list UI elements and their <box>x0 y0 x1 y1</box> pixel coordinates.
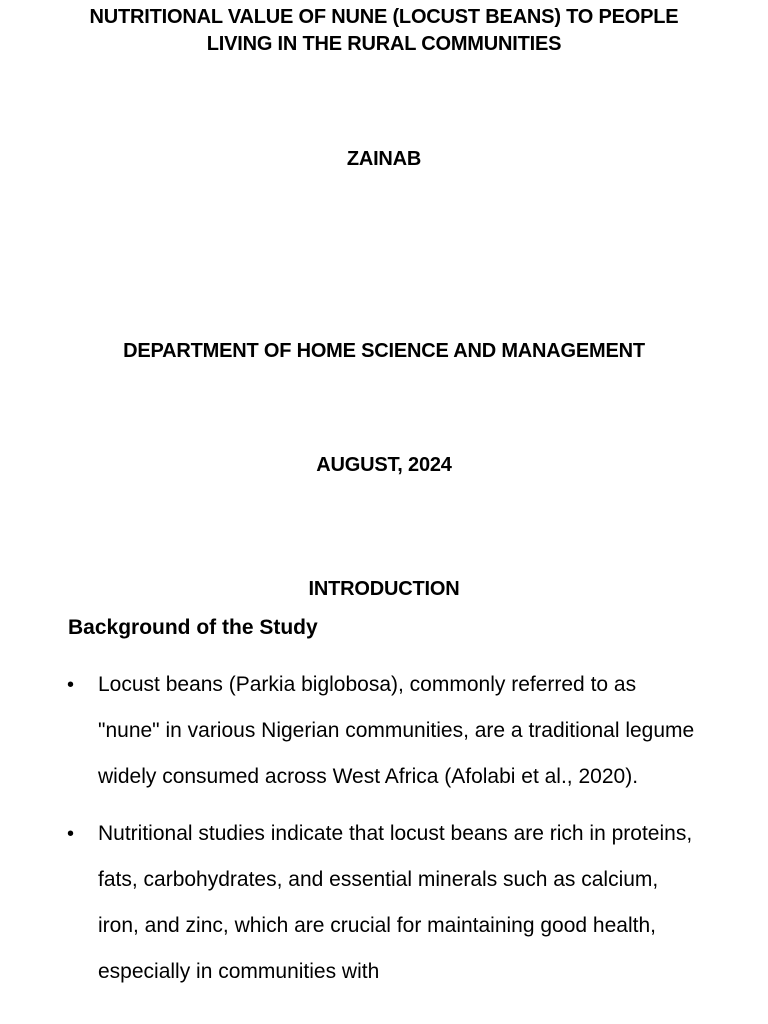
document-date: AUGUST, 2024 <box>316 454 452 476</box>
bullet-item <box>0 662 768 800</box>
bullet-item <box>0 811 768 995</box>
subsection-title: Background of the Study <box>68 616 318 639</box>
bullet-icon: • <box>67 823 75 845</box>
bullet-list <box>0 662 768 1006</box>
title-line-1: NUTRITIONAL VALUE OF NUNE (LOCUST BEANS) TO PEOPLE <box>89 6 679 28</box>
bullet-icon: • <box>67 674 75 696</box>
author-name: ZAINAB <box>346 148 422 170</box>
department-name: DEPARTMENT OF HOME SCIENCE AND MANAGEMENT <box>123 340 645 362</box>
document-title <box>40 4 728 58</box>
bullet-text: Nutritional studies indicate that locust beans are rich in proteins, fats, carbohydrates, and essential minerals such as calcium, iron, and zinc, which are crucial for maintaining good health, especially in communities with <box>98 822 693 983</box>
bullet-text: Locust beans (Parkia biglobosa), commonly referred to as "nune" in various Nigerian communities, are a traditional legume widely consumed across West Africa (Afolabi et al., 2020). <box>98 673 695 788</box>
section-title: INTRODUCTION <box>308 578 460 600</box>
title-line-2: LIVING IN THE RURAL COMMUNITIES <box>206 33 562 55</box>
